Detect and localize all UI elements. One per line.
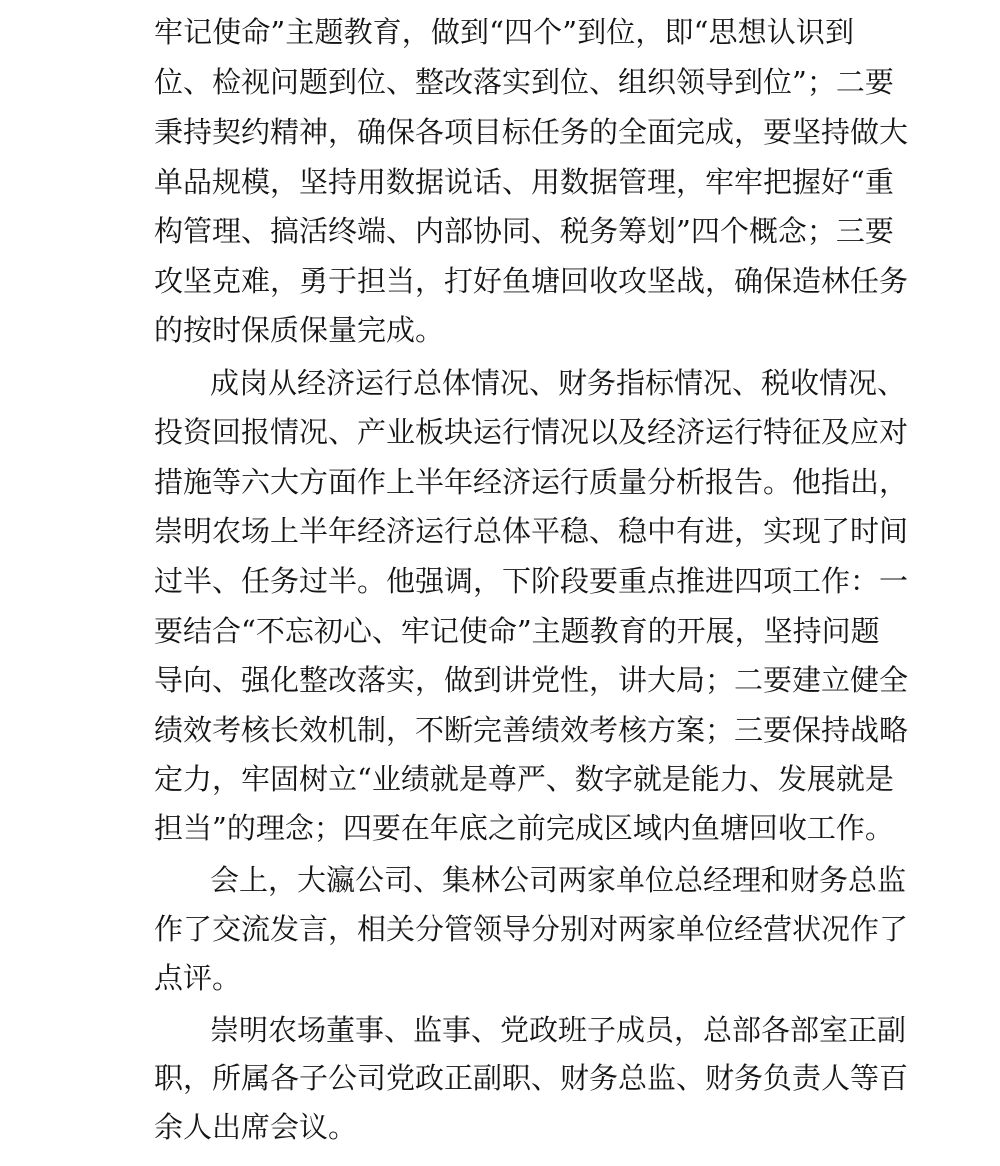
text-line: 牢记使命”主题教育，做到“四个”到位，即“思想认识到 (154, 15, 854, 49)
text-line: 攻坚克难，勇于担当，打好鱼塘回收攻坚战，确保造林任务 (154, 264, 909, 298)
paragraph-first-line: 会上，大瀛公司、集林公司两家单位总经理和财务总监 (210, 863, 907, 897)
text-line: 点评。 (154, 961, 242, 995)
text-line: 职，所属各子公司党政正副职、财务总监、财务负责人等百 (154, 1061, 909, 1095)
text-line: 担当”的理念；四要在年底之前完成区域内鱼塘回收工作。 (154, 811, 894, 845)
text-line: 位、检视问题到位、整改落实到位、组织领导到位”；二要 (154, 65, 894, 99)
text-line: 定力，牢固树立“业绩就是尊严、数字就是能力、发展就是 (154, 762, 894, 796)
text-line: 单品规模，坚持用数据说话、用数据管理，牢牢把握好“重 (154, 165, 894, 199)
text-line: 要结合“不忘初心、牢记使命”主题教育的开展，坚持问题 (154, 614, 880, 648)
text-line: 导向、强化整改落实，做到讲党性，讲大局；二要建立健全 (154, 663, 909, 697)
paragraph-first-line: 成岗从经济运行总体情况、财务指标情况、税收情况、 (210, 366, 907, 400)
text-line: 绩效考核长效机制，不断完善绩效考核方案；三要保持战略 (154, 713, 909, 747)
text-line: 作了交流发言，相关分管领导分别对两家单位经营状况作了 (154, 912, 909, 946)
text-line: 投资回报情况、产业板块运行情况以及经济运行特征及应对 (154, 415, 909, 449)
text-line: 的按时保质保量完成。 (154, 313, 445, 347)
text-line: 措施等六大方面作上半年经济运行质量分析报告。他指出， (154, 465, 909, 499)
text-line: 崇明农场上半年经济运行总体平稳、稳中有进，实现了时间 (154, 514, 909, 548)
paragraph-first-line: 崇明农场董事、监事、党政班子成员，总部各部室正副 (210, 1013, 907, 1047)
text-line: 构管理、搞活终端、内部协同、税务筹划”四个概念；三要 (154, 214, 894, 248)
text-line: 秉持契约精神，确保各项目标任务的全面完成，要坚持做大 (154, 115, 909, 149)
text-line: 过半、任务过半。他强调，下阶段要重点推进四项工作：一 (154, 564, 909, 598)
text-line: 余人出席会议。 (154, 1110, 358, 1144)
